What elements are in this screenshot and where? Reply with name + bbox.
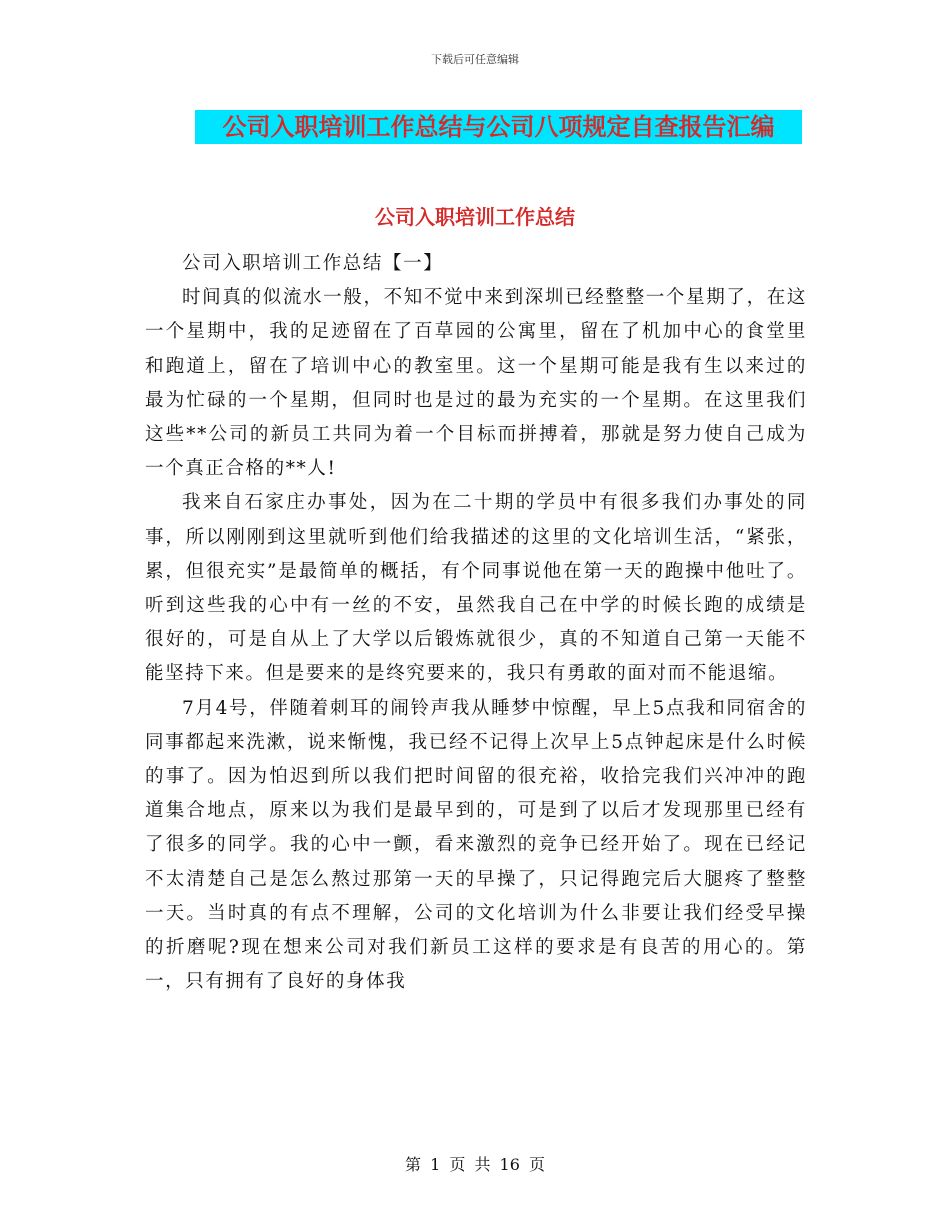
document-body <box>145 247 807 999</box>
paragraph-2: 我来自石家庄办事处，因为在二十期的学员中有很多我们办事处的同事，所以刚刚到这里就听到他们给我描述的这里的文化培训生活，“紧张，累，但很充实”是最简单的概括，有个同事说他在第一天的跑操中他吐了。听到这些我的心中有一丝的不安，虽然我自己在中学的时候长跑的成绩是很好的，可是自从上了大学以后锻炼就很少，真的不知道自己第一天能不能坚持下来。但是要来的是终究要来的，我只有勇敢的面对而不能退缩。 <box>145 492 807 685</box>
paragraph-1: 时间真的似流水一般，不知不觉中来到深圳已经整整一个星期了，在这一个星期中，我的足迹留在了百草园的公寓里，留在了机加中心的食堂里和跑道上，留在了培训中心的教室里。这一个星期可能是我有生以来过的最为忙碌的一个星期，但同时也是过的最为充实的一个星期。在这里我们这些**公司的新员工共同为着一个目标而拼搏着，那就是努力使自己成为一个真正合格的**人! <box>145 287 807 480</box>
paragraph-3: 7月4号，伴随着刺耳的闹铃声我从睡梦中惊醒，早上5点我和同宿舍的同事都起来洗漱，说来惭愧，我已经不记得上次早上5点钟起床是什么时候的事了。因为怕迟到所以我们把时间留的很充裕，收拾完我们兴冲冲的跑道集合地点，原来以为我们是最早到的，可是到了以后才发现那里已经有了很多的同学。我的心中一颤，看来激烈的竞争已经开始了。现在已经记不太清楚自己是怎么熬过那第一天的早操了，只记得跑完后大腿疼了整整一天。当时真的有点不理解，公司的文化培训为什么非要让我们经受早操的折磨呢?现在想来公司对我们新员工这样的要求是有良苦的用心的。第一，只有拥有了良好的身体我 <box>145 697 807 993</box>
section-title: 公司入职培训工作总结 <box>375 205 575 229</box>
subsection-label: 公司入职培训工作总结【一】 <box>182 253 444 274</box>
page-number-footer: 第 1 页 共 16 页 <box>405 1155 545 1174</box>
page-header-note: 下载后可任意编辑 <box>431 53 519 66</box>
document-main-title: 公司入职培训工作总结与公司八项规定自查报告汇编 <box>195 110 802 144</box>
